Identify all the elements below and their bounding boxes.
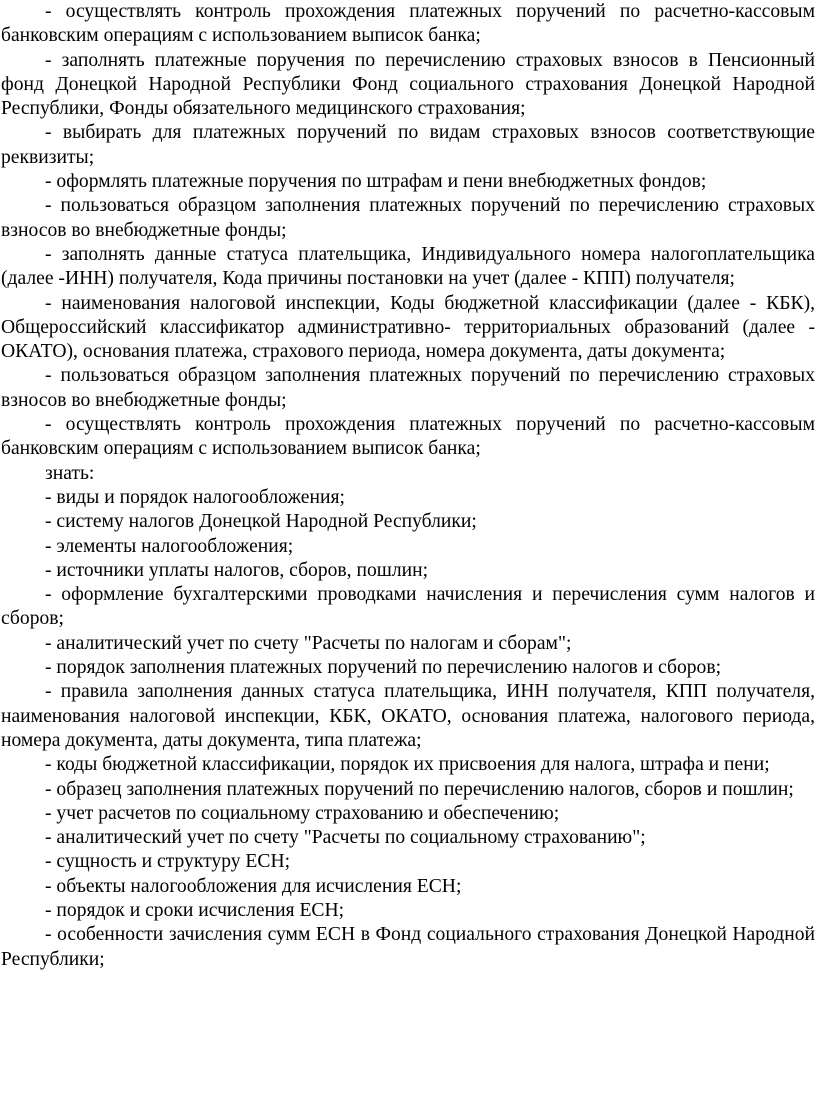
- paragraph-21: - учет расчетов по социальному страхованию и обеспечению;: [45, 802, 560, 824]
- paragraph-11: - виды и порядок налогообложения;: [45, 486, 345, 508]
- paragraph-2: - заполнять платежные поручения по перечислению страховых взносов в Пенсионный фонд Донецкой Народной Республики Фонд социального страхования Донецкой Народной Республики, Фонды обязательного медицинского страхования;: [1, 49, 815, 120]
- paragraph-23: - сущность и структуру ЕСН;: [45, 851, 291, 873]
- paragraph-9: - осуществлять контроль прохождения платежных поручений по расчетно-кассовым банковским операциям с использованием выписок банка;: [1, 414, 815, 460]
- paragraph-16: - аналитический учет по счету "Расчеты по налогам и сборам";: [45, 632, 572, 654]
- paragraph-15: - оформление бухгалтерскими проводками начисления и перечисления сумм налогов и сборов;: [1, 584, 815, 630]
- paragraph-20: - образец заполнения платежных поручений по перечислению налогов, сборов и пошлин;: [45, 778, 794, 800]
- paragraph-13: - элементы налогообложения;: [45, 535, 294, 557]
- paragraph-26: - особенности зачисления сумм ЕСН в Фонд социального страхования Донецкой Народной Республики;: [1, 924, 815, 970]
- paragraph-17: - порядок заполнения платежных поручений по перечислению налогов и сборов;: [45, 657, 722, 679]
- paragraph-6: - заполнять данные статуса плательщика, Индивидуального номера налогоплательщика (далее -ИНН) получателя, Кода причины постановки на учет (далее - КПП) получателя;: [1, 243, 815, 290]
- paragraph-22: - аналитический учет по счету "Расчеты по социальному страхованию";: [45, 827, 646, 849]
- paragraph-14: - источники уплаты налогов, сборов, пошлин;: [45, 559, 429, 581]
- paragraph-18: - правила заполнения данных статуса плательщика, ИНН получателя, КПП получателя, наименования налоговой инспекции, КБК, ОКАТО, основания платежа, налогового периода, номера документа, даты документа, типа платежа;: [1, 681, 815, 751]
- paragraph-3: - выбирать для платежных поручений по видам страховых взносов соответствующие реквизиты;: [1, 122, 815, 168]
- paragraph-25: - порядок и сроки исчисления ЕСН;: [45, 899, 345, 921]
- paragraph-7: - наименования налоговой инспекции, Коды бюджетной классификации (далее - КБК), Общероссийский классификатор административно- территориальных образований (далее - ОКАТО), основания платежа, страхового периода, номера документа, даты документа;: [1, 292, 815, 363]
- paragraph-12: - систему налогов Донецкой Народной Республики;: [45, 511, 477, 533]
- paragraph-8: - пользоваться образцом заполнения платежных поручений по перечислению страховых взносов во внебюджетные фонды;: [1, 365, 815, 411]
- paragraph-24: - объекты налогообложения для исчисления ЕСН;: [45, 875, 462, 897]
- paragraph-1: - осуществлять контроль прохождения платежных поручений по расчетно-кассовым банковским операциям с использованием выписок банка;: [1, 1, 815, 47]
- paragraph-19: - коды бюджетной классификации, порядок их присвоения для налога, штрафа и пени;: [45, 754, 770, 776]
- paragraph-5: - пользоваться образцом заполнения платежных поручений по перечислению страховых взносов во внебюджетные фонды;: [1, 195, 815, 241]
- paragraph-4: - оформлять платежные поручения по штрафам и пени внебюджетных фондов;: [45, 171, 707, 193]
- section-label-know: знать:: [45, 462, 95, 484]
